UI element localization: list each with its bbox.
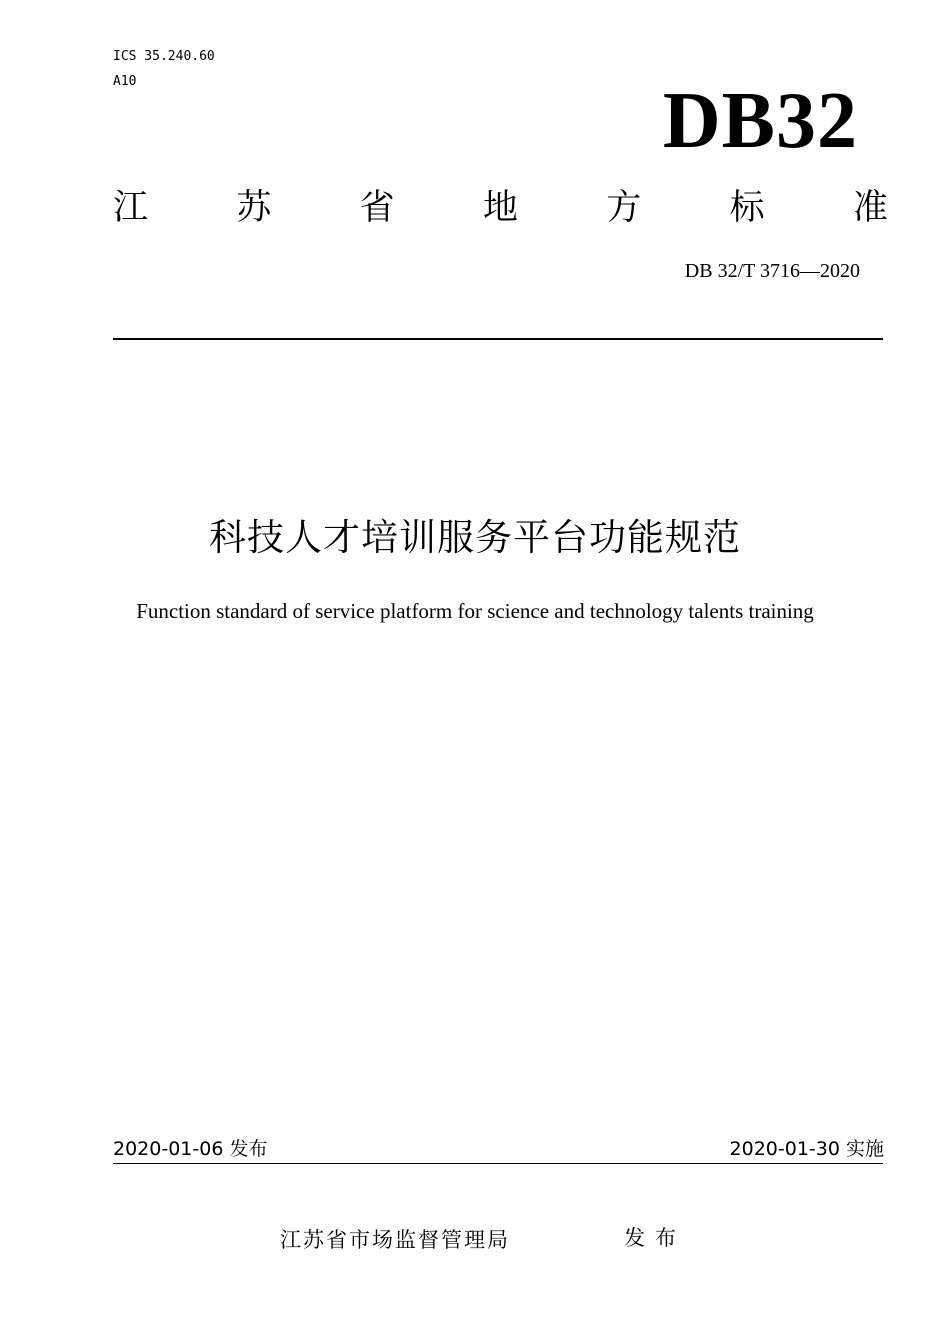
standard-type-char: 准 bbox=[852, 188, 888, 228]
document-title-english: Function standard of service platform for science and technology talents training bbox=[136, 599, 814, 623]
implementation-date: 2020-01-30 实施 bbox=[729, 1138, 884, 1160]
standard-type-char: 苏 bbox=[236, 188, 272, 228]
db-code-logo: DB32 bbox=[662, 77, 858, 165]
issuing-authority: 江苏省市场监督管理局 bbox=[280, 1228, 510, 1252]
header-divider bbox=[113, 338, 883, 340]
standard-number: DB 32/T 3716—2020 bbox=[684, 260, 860, 282]
document-title-chinese: 科技人才培训服务平台功能规范 bbox=[209, 516, 741, 559]
ics-code: ICS 35.240.60 bbox=[113, 49, 215, 64]
standard-type-char: 江 bbox=[113, 188, 149, 228]
standard-type-char: 地 bbox=[482, 188, 518, 228]
standard-type-char: 标 bbox=[729, 188, 765, 228]
standard-type-heading bbox=[113, 184, 888, 232]
issue-label: 发布 bbox=[624, 1226, 686, 1250]
standard-type-char: 方 bbox=[606, 188, 642, 228]
footer-divider bbox=[113, 1163, 883, 1164]
standard-type-char: 省 bbox=[359, 188, 395, 228]
issue-date: 2020-01-06 发布 bbox=[113, 1138, 268, 1160]
ccs-code: A10 bbox=[113, 74, 137, 89]
